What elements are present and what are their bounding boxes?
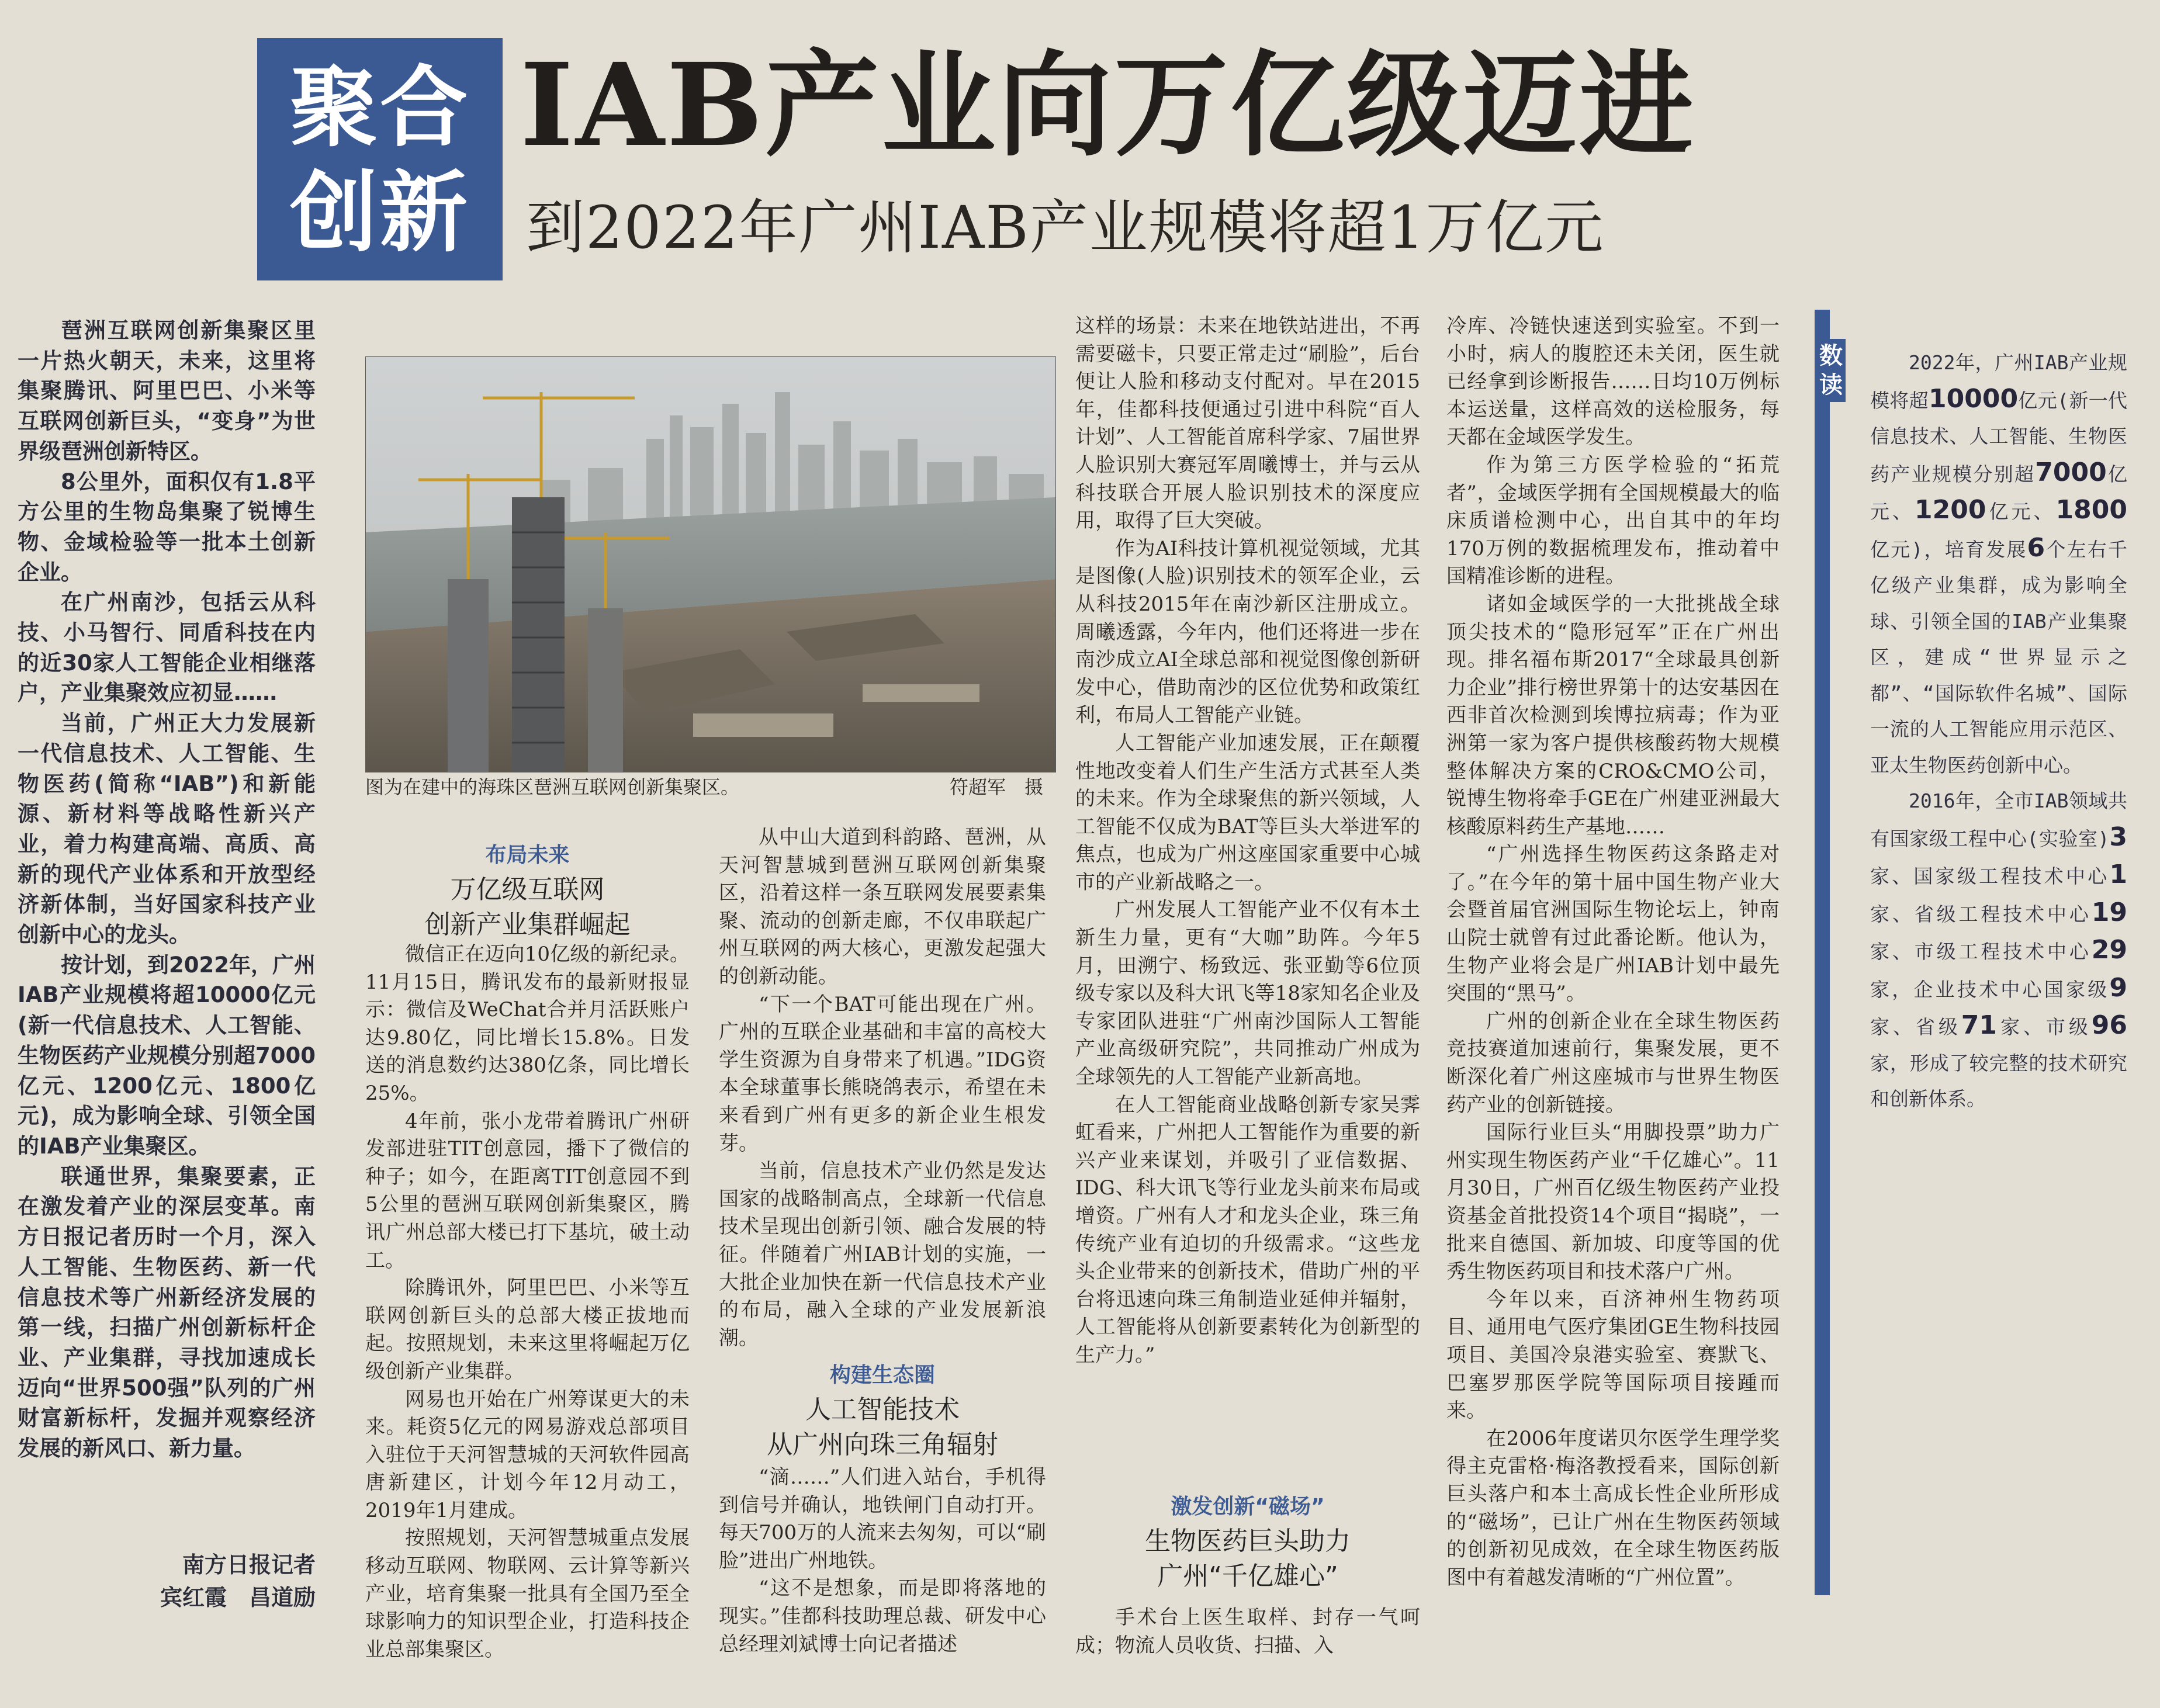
sidebar-text: 家、市级	[1997, 1016, 2092, 1038]
caption-text: 图为在建中的海珠区琶洲互联网创新集聚区。	[365, 776, 740, 798]
sidebar-figure: 10000	[1929, 383, 2019, 414]
sidebar-label: 数读	[1816, 339, 1846, 402]
lead-paragraph: 在广州南沙，包括云从科技、小马智行、同盾科技在内的近30家人工智能企业相继落户，产业集聚效应初显……	[18, 590, 316, 706]
news-photo	[365, 356, 1056, 772]
sidebar-text: 家、省级	[1870, 1016, 1961, 1038]
byline-line-1: 南方日报记者	[182, 1552, 316, 1578]
section-title: 生物医药巨头助力	[1145, 1526, 1351, 1556]
body-paragraph: 广州的创新企业在全球生物医药竞技赛道加速前行，集聚发展，更不断深化着广州这座城市与世界生物医药产业的创新链接。	[1446, 1009, 1780, 1117]
sidebar-figure: 71	[1961, 1010, 1998, 1040]
lead-paragraph: 联通世界，集聚要素，正在激发着产业的深层变革。南方日报记者历时一个月，深入人工智能、生物医药、新一代信息技术等广州新经济发展的第一线，扫描广州创新标杆企业、产业集群，寻找加速成长迈向“世界500强”队列的广州财富新标杆，发掘并观察经济发展的新风口、新力量。	[18, 1163, 316, 1461]
sidebar-figure: 6	[2027, 532, 2045, 563]
sidebar-figure: 29	[2091, 935, 2127, 965]
tag-line-1: 聚合	[289, 57, 470, 159]
section-title: 创新产业集群崛起	[424, 910, 631, 940]
body-paragraph: 国际行业巨头“用脚投票”助力广州实现生物医药产业“千亿雄心”。11月30日，广州百亿级生物医药产业投资基金首批投资14个项目“揭晓”，一批来自德国、新加坡、印度等国的优秀生物医药项目和技术落户广州。	[1446, 1121, 1780, 1284]
article-column-2	[365, 941, 690, 1664]
body-paragraph: 在人工智能商业战略创新专家吴霁虹看来，广州把人工智能作为重要的新兴产业来谋划，并吸引了亚信数据、IDG、科大讯飞等行业龙头前来布局或增资。广州有人才和龙头企业，珠三角传统产业有迫切的升级需求。“这些龙头企业带来的创新技术，借助广州的平台将迅速向珠三角制造业延伸并辐射，人工智能将从创新要素转化为创新型的生产力。”	[1075, 1093, 1420, 1367]
sidebar-text: 家、省级工程技术中心	[1870, 902, 2092, 926]
article-column-4-top	[1075, 313, 1420, 1370]
sidebar-text: 亿元)，培育发展	[1870, 538, 2027, 561]
sidebar-text: 家，形成了较完整的技术研究和创新体系。	[1870, 1051, 2127, 1110]
body-paragraph: “广州选择生物医药这条路走对了。”在今年的第十届中国生物产业大会暨首届官洲国际生物论坛上，钟南山院士就曾有过此番论断。他认为，生物产业将会是广州IAB计划中最先突围的“黑马”。	[1446, 843, 1780, 1006]
sidebar-paragraph-2	[1870, 783, 2127, 1117]
sidebar-text: 2022年，广州IAB产业规模将超	[1870, 351, 2127, 412]
article-column-3-top	[719, 824, 1046, 1352]
photo-credit: 符超军 摄	[949, 776, 1043, 798]
sidebar-figure: 1200	[1915, 495, 1986, 525]
subheadline: 到2022年广州IAB产业规模将超1万亿元	[526, 193, 1605, 262]
body-paragraph: “下一个BAT可能出现在广州。广州的互联企业基础和丰富的高校大学生资源为自身带来了机遇。”IDG资本全球董事长熊晓鸽表示，希望在未来看到广州有更多的新企业生根发芽。	[719, 992, 1046, 1155]
sidebar-text: 个左右千亿级产业集群，成为影响全球、引领全国的IAB产业集聚区，建成“世界显示之都”、“国际软件名城”、国际一流的人工智能应用示范区、亚太生物医药创新中心。	[1870, 538, 2128, 777]
section-title: 广州“千亿雄心”	[1157, 1561, 1338, 1591]
body-paragraph: “这不是想象，而是即将落地的现实。”佳都科技助理总裁、研发中心总经理刘斌博士向记者描述	[719, 1577, 1046, 1656]
body-paragraph: 这样的场景：未来在地铁站进出，不再需要磁卡，只要正常走过“刷脸”，后台便让人脸和移动支付配对。早在2015年，佳都科技便通过引进中科院“百人计划”、人工智能首席科学家、7届世界人脸识别大赛冠军周曦博士，并与云从科技联合开展人脸识别技术的深度应用，取得了巨大突破。	[1075, 314, 1420, 533]
sidebar-figure: 1800	[2055, 495, 2128, 525]
sidebar-text: 家、市级工程技术中心	[1870, 940, 2092, 963]
article-column-4-bottom	[1075, 1604, 1420, 1660]
data-sidebar	[1870, 345, 2127, 1117]
byline	[134, 1548, 316, 1614]
section-heading-1	[365, 839, 690, 943]
sidebar-text: 亿元、	[1986, 500, 2056, 523]
sidebar-text: 家、国家级工程技术中心	[1870, 865, 2110, 888]
section-kicker: 布局未来	[485, 843, 570, 867]
body-paragraph: 当前，信息技术产业仍然是发达国家的战略制高点，全球新一代信息技术呈现出创新引领、融合发展的特征。伴随着广州IAB计划的实施，一大批企业加快在新一代信息技术产业的布局，融入全球的产业发展新浪潮。	[719, 1159, 1046, 1350]
sidebar-figure: 3	[2109, 822, 2127, 852]
body-paragraph: 手术台上医生取样、封存一气呵成；物流人员收货、扫描、入	[1075, 1606, 1420, 1657]
lead-paragraph: 按计划，到2022年，广州IAB产业规模将超10000亿元(新一代信息技术、人工智能、生物医药产业规模分别超7000亿元、1200亿元、1800亿元)，成为影响全球、引领全国的IAB产业集聚区。	[18, 952, 316, 1159]
body-paragraph: 除腾讯外，阿里巴巴、小米等互联网创新巨头的总部大楼正拔地而起。按照规划，未来这里将崛起万亿级创新产业集群。	[365, 1276, 690, 1383]
sidebar-figure: 1	[2109, 860, 2127, 889]
sidebar-text: 亿元、	[1870, 462, 2127, 523]
body-paragraph: 人工智能产业加速发展，正在颠覆性地改变着人们生产生活方式甚至人类的未来。作为全球聚焦的新兴领域，人工智能不仅成为BAT等巨头大举进军的焦点，也成为广州这座国家重要中心城市的产业新战略之一。	[1075, 731, 1420, 894]
photo-caption	[365, 774, 1055, 801]
section-title: 从广州向珠三角辐射	[767, 1430, 998, 1460]
body-paragraph: “滴……”人们进入站台，手机得到信号并确认，地铁闸门自动打开。每天700万的人流来去匆匆，可以“刷脸”进出广州地铁。	[719, 1466, 1046, 1572]
body-paragraph: 从中山大道到科韵路、琶洲，从天河智慧城到琶洲互联网创新集聚区，沿着这样一条互联网发展要素集聚、流动的创新走廊，不仅串联起广州互联网的两大核心，更激发起强大的创新动能。	[719, 826, 1046, 988]
body-paragraph: 广州发展人工智能产业不仅有本土新生力量，更有“大咖”助阵。今年5月，田溯宁、杨致远、张亚勤等6位顶级专家以及科大讯飞等18家知名企业及专家团队进驻“广州南沙国际人工智能产业高级研究院”，共同推动广州成为全球领先的人工智能产业新高地。	[1075, 898, 1420, 1089]
section-heading-3	[1075, 1490, 1420, 1594]
body-paragraph: 微信正在迈向10亿级的新纪录。11月15日，腾讯发布的最新财报显示：微信及WeChat合并月活跃账户达9.80亿，同比增长15.8%。日发送的消息数约达380亿条，同比增长25%。	[365, 943, 690, 1105]
tag-line-2: 创新	[289, 162, 470, 264]
sidebar-text: 亿元(新一代信息技术、人工智能、生物医药产业规模分别超	[1870, 389, 2127, 486]
section-kicker: 激发创新“磁场”	[1171, 1495, 1325, 1519]
lead-paragraph: 8公里外，面积仅有1.8平方公里的生物岛集聚了锐博生物、金域检验等一批本土创新企业。	[18, 469, 316, 585]
lead-paragraph: 琶洲互联网创新集聚区里一片热火朝天，未来，这里将集聚腾讯、阿里巴巴、小米等互联网创新巨头，“变身”为世界级琶洲创新特区。	[18, 318, 316, 464]
section-title: 万亿级互联网	[450, 875, 605, 905]
sidebar-accent-bar	[1815, 310, 1830, 1595]
section-heading-2	[719, 1359, 1046, 1463]
article-column-5	[1446, 313, 1780, 1592]
body-paragraph: 冷库、冷链快速送到实验室。不到一小时，病人的腹腔还未关闭，医生就已经拿到诊断报告……日均10万例标本运送量，这样高效的送检服务，每天都在金域医学发生。	[1446, 314, 1780, 449]
body-paragraph: 4年前，张小龙带着腾讯广州研发部进驻TIT创意园，播下了微信的种子；如今，在距离TIT创意园不到5公里的琶洲互联网创新集聚区，腾讯广州总部大楼已打下基坑，破土动工。	[365, 1109, 690, 1272]
lead-column	[18, 316, 316, 1464]
body-paragraph: 按照规划，天河智慧城重点发展移动互联网、物联网、云计算等新兴产业，培育集聚一批具有全国乃至全球影响力的知识型企业，打造科技企业总部集聚区。	[365, 1526, 690, 1661]
body-paragraph: 今年以来，百济神州生物药项目、通用电气医疗集团GE生物科技园项目、美国冷泉港实验室、赛默飞、巴塞罗那医学院等国际项目接踵而来。	[1446, 1287, 1780, 1423]
headline: IAB产业向万亿级迈进	[520, 38, 1696, 172]
sidebar-figure: 96	[2091, 1010, 2128, 1040]
body-paragraph: 作为第三方医学检验的“拓荒者”，金域医学拥有全国规模最大的临床质谱检测中心，出自其中的年均170万例的数据梳理发布，推动着中国精准诊断的进程。	[1446, 453, 1780, 588]
lead-paragraph: 当前，广州正大力发展新一代信息技术、人工智能、生物医药(简称“IAB”)和新能源、新材料等战略性新兴产业，着力构建高端、高质、高新的现代产业体系和开放型经济新体制，当好国家科技产业创新中心的龙头。	[18, 711, 316, 948]
article-column-3-bottom	[719, 1464, 1046, 1658]
sidebar-text: 家，企业技术中心国家级	[1870, 978, 2110, 1001]
sidebar-figure: 9	[2109, 972, 2127, 1003]
sidebar-figure: 19	[2091, 897, 2127, 927]
section-tag	[257, 38, 503, 280]
sidebar-text: 2016年，全市IAB领域共有国家级工程中心(实验室)	[1870, 789, 2127, 850]
construction-site-photo	[366, 357, 1055, 772]
body-paragraph: 诸如金域医学的一大批挑战全球顶尖技术的“隐形冠军”正在广州出现。排名福布斯2017“全球最具创新力企业”排行榜世界第十的达安基因在西非首次检测到埃博拉病毒；作为亚洲第一家为客户提供核酸药物大规模整体解决方案的CRO&CMO公司，锐博生物将牵手GE在广州建亚洲最大核酸原料药生产基地……	[1446, 592, 1780, 839]
body-paragraph: 网易也开始在广州筹谋更大的未来。耗资5亿元的网易游戏总部项目入驻位于天河智慧城的天河软件园高唐新建区，计划今年12月动工，2019年1月建成。	[365, 1387, 690, 1522]
byline-line-2: 宾红霞 昌道励	[160, 1585, 316, 1610]
section-kicker: 构建生态圈	[829, 1363, 935, 1387]
sidebar-figure: 7000	[2035, 457, 2107, 487]
section-title: 人工智能技术	[805, 1395, 960, 1425]
body-paragraph: 在2006年度诺贝尔医学生理学奖得主克雷格·梅洛教授看来，国际创新巨头落户和本土高成长性企业所形成的“磁场”，已让广州在生物医药领域的创新初见成效，在全球生物医药版图中有着越发清晰的“广州位置”。	[1446, 1426, 1780, 1589]
sidebar-paragraph-1	[1870, 345, 2127, 783]
body-paragraph: 作为AI科技计算机视觉领域，尤其是图像(人脸)识别技术的领军企业，云从科技2015年在南沙新区注册成立。周曦透露，今年内，他们还将进一步在南沙成立AI全球总部和视觉图像创新研发中心，借助南沙的区位优势和政策红利，布局人工智能产业链。	[1075, 536, 1420, 727]
